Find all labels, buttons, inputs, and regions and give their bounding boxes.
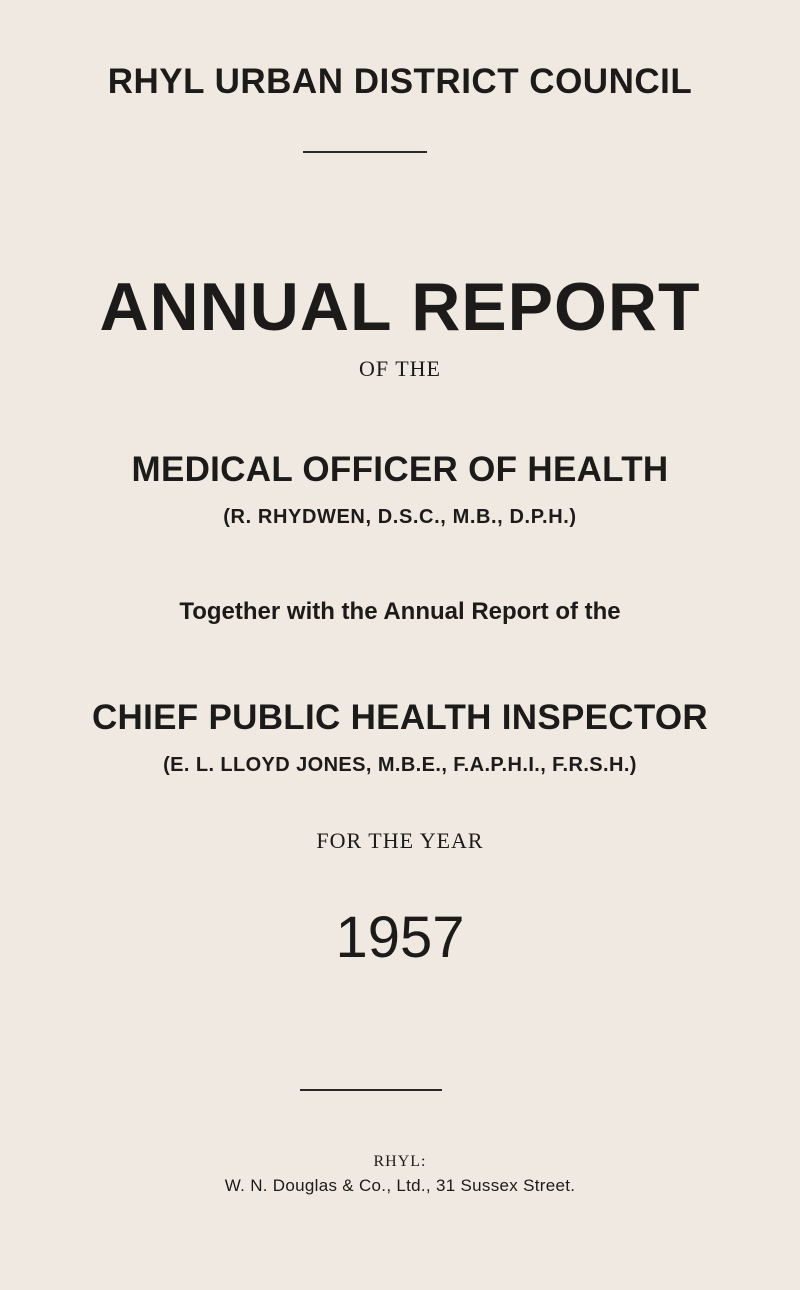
together-with-text: Together with the Annual Report of the bbox=[179, 598, 621, 625]
report-title: ANNUAL REPORT bbox=[99, 269, 701, 345]
council-heading: RHYL URBAN DISTRICT COUNCIL bbox=[107, 62, 693, 101]
inspector-credentials: (E. L. LLOYD JONES, M.B.E., F.A.P.H.I., F.R.S.H.) bbox=[163, 754, 637, 776]
inspector-heading: CHIEF PUBLIC HEALTH INSPECTOR bbox=[91, 698, 709, 737]
medical-officer-heading: MEDICAL OFFICER OF HEALTH bbox=[131, 450, 669, 489]
of-the-text: OF THE bbox=[359, 356, 441, 381]
imprint-place: RHYL: bbox=[373, 1153, 427, 1170]
imprint-printer: W. N. Douglas & Co., Ltd., 31 Sussex Street. bbox=[224, 1176, 576, 1195]
divider-top bbox=[303, 151, 427, 153]
for-the-year-text: FOR THE YEAR bbox=[316, 828, 484, 853]
divider-bottom bbox=[300, 1089, 442, 1091]
medical-officer-credentials: (R. RHYDWEN, D.S.C., M.B., D.P.H.) bbox=[223, 506, 577, 528]
report-year: 1957 bbox=[335, 905, 465, 970]
